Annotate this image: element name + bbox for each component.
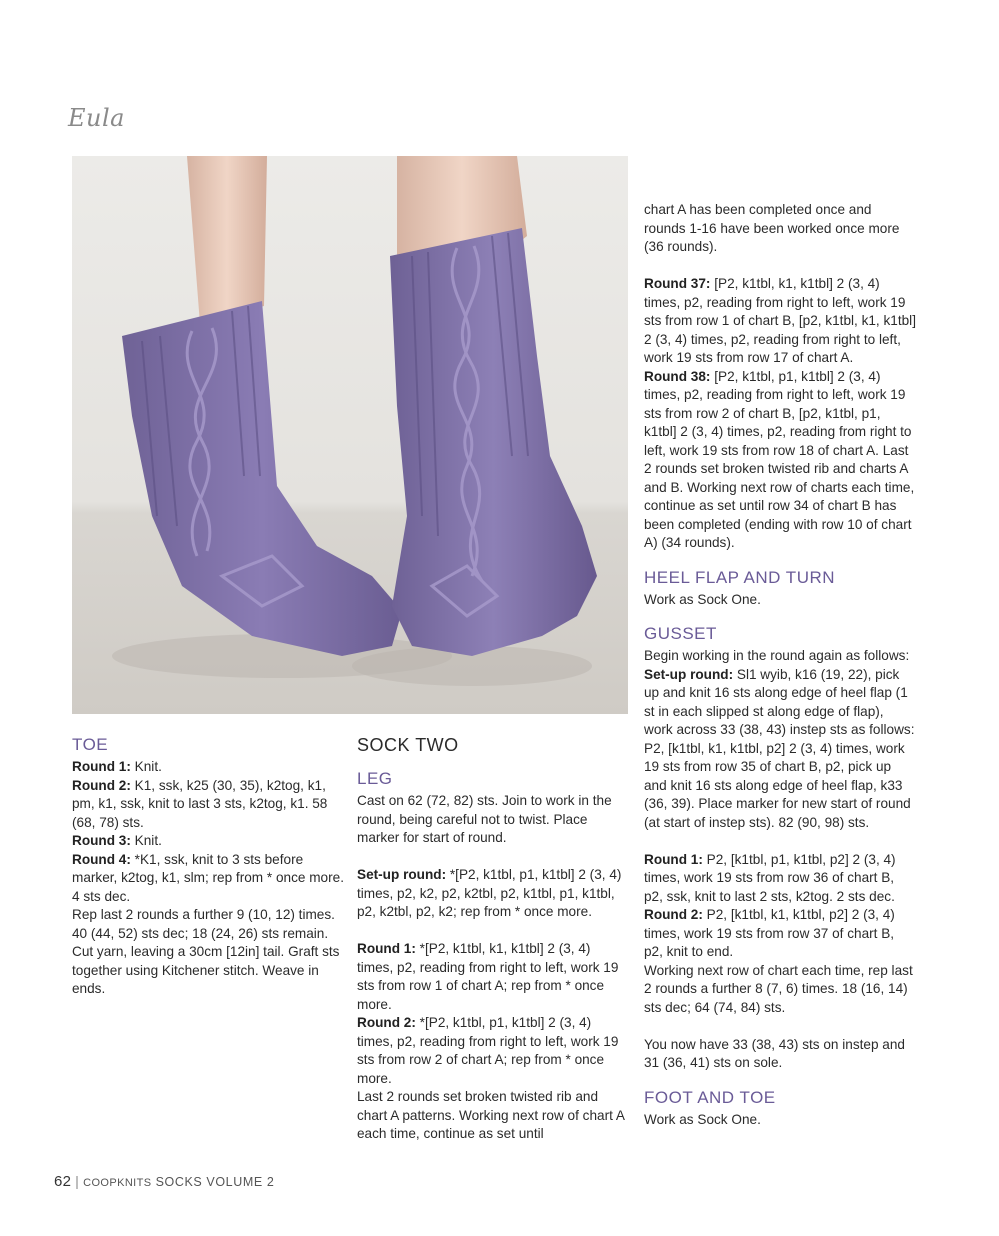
gusset-heading: GUSSET bbox=[644, 624, 717, 643]
page-title: Eula bbox=[68, 104, 125, 132]
gusset-round-2: Round 2: P2, [k1tbl, k1, k1tbl, p2] 2 (3, 4) times, work 19 sts from row 37 of chart B, p2, knit to end. bbox=[644, 907, 895, 959]
column-three bbox=[644, 201, 916, 1129]
gusset-setup-round: Set-up round: Sl1 wyib, k16 (19, 22), pick up and knit 16 sts along edge of heel flap (1 st in each slipped st along edge of flap), work across 33 (38, 43) instep sts as follows: P2, [k1tbl, k1, k1tbl, p2] 2 (3, 4) times, work 19 sts from row 35 of chart B, p2, pick up and knit 16 sts along edge of heel flap, k33 (36, 39). Place marker for new start of round (at start of instep sts). 82 (90, 98) sts. bbox=[644, 666, 915, 830]
heel-flap-heading: HEEL FLAP AND TURN bbox=[644, 567, 836, 587]
leg-round-38: Round 38: [P2, k1tbl, p1, k1tbl] 2 (3, 4) times, p2, reading from right to left, work 19 sts from row 2 of chart B, [p2, k1tbl, p1, k1tbl] 2 (3, 4) times, p2, reading from right to left, work 19 sts from row 18 of chart A. Last 2 rounds set broken twisted rib and charts A and B. Working next row of charts each time, continue as set until row 34 of chart B has been completed (ending with row 10 of chart A) (34 rounds). bbox=[644, 368, 915, 550]
footer-brand: COOPKNITS bbox=[83, 1177, 152, 1189]
leg-round-1: Round 1: *[P2, k1tbl, k1, k1tbl] 2 (3, 4) times, p2, reading from right to left, work 19 sts from row 1 of chart A; rep from * once more. bbox=[357, 941, 619, 1012]
toe-round-4: Round 4: *K1, ssk, knit to 3 sts before marker, k2tog, k1, slm; rep from * once more. 4 sts dec. bbox=[72, 851, 344, 904]
toe-round-3: Round 3: Knit. bbox=[72, 833, 162, 848]
toe-round-1: Round 1: Knit. bbox=[72, 759, 162, 774]
leg-round-2: Round 2: *[P2, k1tbl, p1, k1tbl] 2 (3, 4) times, p2, reading from right to left, work 19 sts from row 2 of chart A; rep from * once more. bbox=[357, 1015, 619, 1086]
leg-continuation: chart A has been completed once and rounds 1-16 have been worked once more (36 rounds). bbox=[644, 202, 900, 254]
foot-toe-text: Work as Sock One. bbox=[644, 1111, 761, 1127]
toe-heading: TOE bbox=[72, 735, 109, 754]
gusset-summary: You now have 33 (38, 43) sts on instep and 31 (36, 41) sts on sole. bbox=[644, 1036, 905, 1070]
footer-separator: | bbox=[75, 1174, 80, 1189]
toe-finishing: Rep last 2 rounds a further 9 (10, 12) times. 40 (44, 52) sts dec; 18 (24, 26) sts remain. Cut yarn, leaving a 30cm [12in] tail. Graft sts together using Kitchener stitch. Weave in ends. bbox=[72, 907, 340, 996]
toe-section bbox=[72, 734, 344, 999]
gusset-repeat: Working next row of chart each time, rep last 2 rounds a further 8 (7, 6) times. 18 (16, 14) sts dec; 64 (74, 84) sts. bbox=[644, 962, 913, 1015]
leg-cast-on: Cast on 62 (72, 82) sts. Join to work in the round, being careful not to twist. Place marker for start of round. bbox=[357, 793, 612, 845]
footer-volume: SOCKS VOLUME 2 bbox=[155, 1175, 275, 1189]
leg-heading: LEG bbox=[357, 769, 393, 788]
heel-flap-text: Work as Sock One. bbox=[644, 591, 761, 607]
page-footer bbox=[54, 1173, 274, 1190]
sock-two-heading: SOCK TWO bbox=[357, 735, 459, 755]
socks-illustration bbox=[72, 156, 628, 714]
leg-round-37: Round 37: [P2, k1tbl, k1, k1tbl] 2 (3, 4) times, p2, reading from right to left, work 19 sts from row 1 of chart B, [p2, k1tbl, k1, k1tbl] 2 (3, 4) times, p2, reading from right to left, work 19 sts from row 17 of chart A. bbox=[644, 276, 916, 365]
foot-toe-heading: FOOT AND TOE bbox=[644, 1087, 776, 1107]
sock-photo bbox=[72, 156, 628, 714]
gusset-round-1: Round 1: P2, [k1tbl, p1, k1tbl, p2] 2 (3, 4) times, work 19 sts from row 36 of chart B, p2, ssk, knit to last 2 sts, k2tog. 2 sts dec. bbox=[644, 851, 896, 904]
leg-continue: Last 2 rounds set broken twisted rib and chart A patterns. Working next row of chart A each time, continue as set until bbox=[357, 1089, 625, 1141]
gusset-intro: Begin working in the round again as follows: bbox=[644, 648, 910, 663]
leg-setup-round: Set-up round: *[P2, k1tbl, p1, k1tbl] 2 (3, 4) times, p2, k2, p2, k2tbl, p2, k1tbl, p1, k1tbl, p2, k2tbl, p2, k2; rep from * once more. bbox=[357, 867, 622, 919]
sock-two-section bbox=[357, 734, 629, 1144]
page-number: 62 bbox=[54, 1173, 72, 1190]
toe-round-2: Round 2: K1, ssk, k25 (30, 35), k2tog, k1, pm, k1, ssk, knit to last 3 sts, k2tog, k1. 58 (68, 78) sts. bbox=[72, 777, 328, 830]
